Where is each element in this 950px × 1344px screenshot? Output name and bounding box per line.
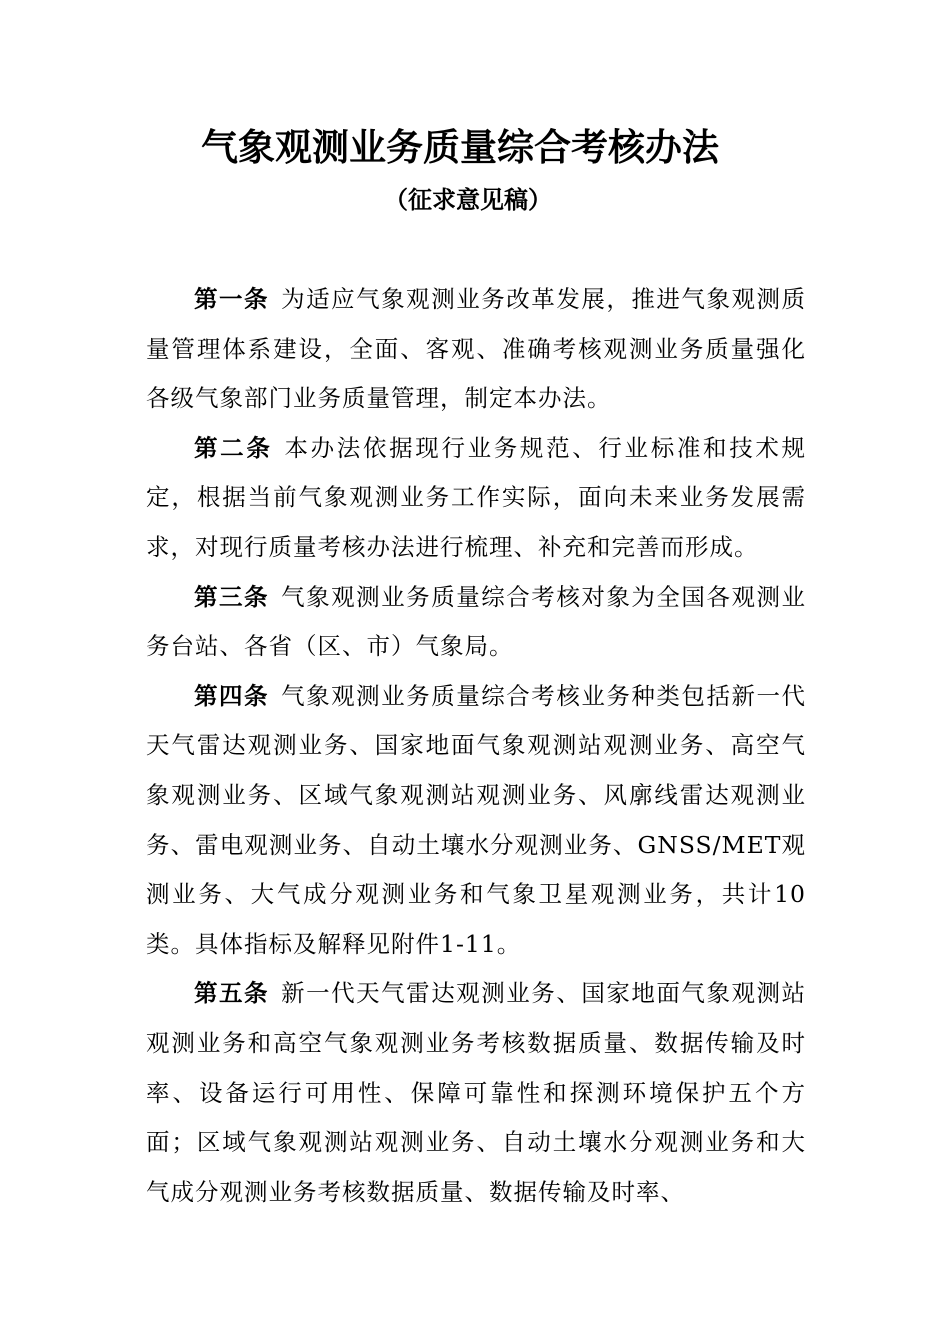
article-text: 为适应气象观测业务改革发展，推进气象观测质量管理体系建设，全面、客观、准确考核观测业务质量强化各级气象部门业务质量管理，制定本办法。 [146,285,807,413]
article-label: 第三条 [194,582,270,611]
article-label: 第五条 [194,979,270,1008]
article-text: 本办法依据现行业务规范、行业标准和技术规定，根据当前气象观测业务工作实际，面向未来业务发展需求，对现行质量考核办法进行梳理、补充和完善而形成。 [146,433,807,561]
article-text: 气象观测业务质量综合考核对象为全国各观测业务台站、各省（区、市）气象局。 [146,582,807,661]
document-title: 气象观测业务质量综合考核办法 [201,126,719,169]
article-text: 新一代天气雷达观测业务、国家地面气象观测站观测业务和高空气象观测业务考核数据质量、数据传输及时率、设备运行可用性、保障可靠性和探测环境保护五个方面；区域气象观测站观测业务、自动土壤水分观测业务和大气成分观测业务考核数据质量、数据传输及时率、 [146,979,807,1206]
article-label: 第二条 [194,433,273,462]
article-label: 第四条 [194,681,270,710]
document-body [146,275,806,1217]
article-1 [146,275,806,424]
article-label: 第一条 [194,285,270,313]
document-subtitle: （征求意见稿） [384,186,552,214]
article-3 [146,573,806,672]
article-4 [146,672,806,970]
article-text: 气象观测业务质量综合考核业务种类包括新一代天气雷达观测业务、国家地面气象观测站观测业务、高空气象观测业务、区域气象观测站观测业务、风廓线雷达观测业务、雷电观测业务、自动土壤水分观测业务、GNSS/MET观测业务、大气成分观测业务和气象卫星观测业务，共计10类。具体指标及解释见附件1-11。 [146,681,807,958]
article-5 [146,969,806,1217]
article-2 [146,424,806,573]
